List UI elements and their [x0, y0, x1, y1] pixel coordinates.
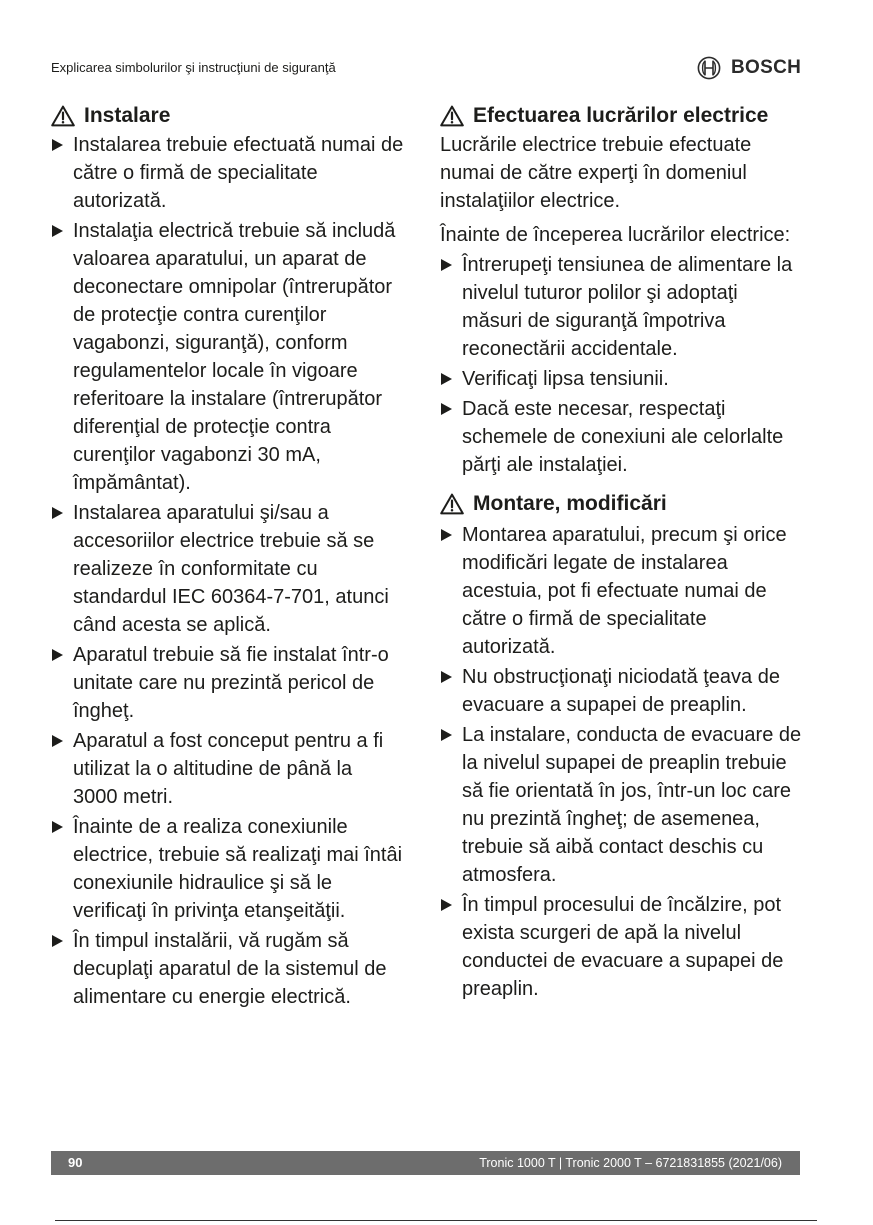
bullet-arrow-icon [52, 935, 63, 947]
list-item-text: Montarea aparatului, precum şi orice modificări legate de instalarea acestuia, pot fi efectuate numai de către o firmă de specialitate autorizată. [462, 524, 787, 658]
page-number: 90 [68, 1155, 83, 1170]
section-heading-montare [440, 489, 820, 519]
list-item [51, 131, 413, 215]
bullet-list [440, 251, 820, 479]
bullet-arrow-icon [52, 139, 63, 151]
left-column [51, 101, 413, 1011]
bullet-arrow-icon [441, 671, 452, 683]
section-heading-electrical [440, 101, 820, 131]
list-item-text: În timpul instalării, vă rugăm să decuplaţi aparatul de la sistemul de alimentare cu energie electrică. [73, 930, 387, 1008]
bullet-arrow-icon [441, 373, 452, 385]
list-item [440, 891, 820, 1003]
bullet-arrow-icon [52, 649, 63, 661]
list-item [440, 663, 820, 719]
list-item-text: Instalarea trebuie efectuată numai de către o firmă de specialitate autorizată. [73, 134, 404, 212]
list-item-text: Înainte de a realiza conexiunile electrice, trebuie să realizaţi mai întâi conexiunile hidraulice şi să le verificaţi în privinţa etanşeităţii. [73, 816, 403, 922]
bullet-arrow-icon [441, 259, 452, 271]
list-item-text: Instalaţia electrică trebuie să includă valoarea aparatului, un aparat de deconectare omnipolar (întrerupător de protecţie contra curenţilor vagabonzi, siguranţă), conform regulamentelor locale în vigoare referitoare la instalare (întrerupător diferenţial de protecţie contra curenţilor vagabonzi 30 mA, împământat). [73, 220, 396, 494]
list-item-text: Aparatul trebuie să fie instalat într-o unitate care nu prezintă pericol de îngheţ. [73, 644, 389, 722]
list-item-text: La instalare, conducta de evacuare de la nivelul supapei de preaplin trebuie să fie orientată în jos, într-un loc care nu prezintă îngheţ; de asemenea, trebuie să aibă contact deschis cu atmosfera. [462, 724, 802, 886]
list-item [51, 499, 413, 639]
heading-text: Instalare [84, 104, 171, 127]
bullet-arrow-icon [441, 529, 452, 541]
list-item-text: Instalarea aparatului şi/sau a accesoriilor electrice trebuie să se realizeze în conformitate cu standardul IEC 60364-7-701, atunci când acesta se aplică. [73, 502, 389, 636]
section-heading-instalare [51, 101, 413, 131]
bullet-arrow-icon [52, 821, 63, 833]
heading-text: Montare, modificări [473, 492, 667, 515]
list-item-text: Nu obstrucţionaţi niciodată ţeava de evacuare a supapei de preaplin. [462, 666, 780, 716]
list-item-text: Verificaţi lipsa tensiunii. [462, 368, 669, 390]
list-item-text: Întrerupeţi tensiunea de alimentare la nivelul tuturor polilor şi adoptaţi măsuri de siguranţă împotriva reconectării accidentale. [462, 254, 793, 360]
bullet-arrow-icon [52, 735, 63, 747]
list-item [51, 217, 413, 497]
bosch-armature-icon [697, 56, 721, 80]
list-item-text: Dacă este necesar, respectaţi schemele de conexiuni ale celorlalte părţi ale instalaţiei. [462, 398, 784, 476]
bottom-rule [55, 1220, 817, 1221]
list-item [440, 365, 820, 393]
list-item [440, 521, 820, 661]
list-item [51, 813, 413, 925]
list-item-text: În timpul procesului de încălzire, pot exista scurgeri de apă la nivelul conductei de evacuare a supapei de preaplin. [462, 894, 784, 1000]
footer-bar [51, 1151, 800, 1175]
bullet-arrow-icon [441, 729, 452, 741]
list-item [440, 251, 820, 363]
list-item [51, 641, 413, 725]
warning-icon [51, 105, 75, 127]
list-item [440, 721, 820, 889]
pre-list-paragraph: Înainte de începerea lucrărilor electrice: [440, 224, 791, 246]
list-item [51, 727, 413, 811]
bullet-arrow-icon [52, 507, 63, 519]
right-column [440, 101, 820, 1003]
section-title: Explicarea simbolurilor şi instrucţiuni de siguranţă [51, 60, 336, 75]
list-item [51, 927, 413, 1011]
bullet-arrow-icon [441, 899, 452, 911]
bullet-list [440, 521, 820, 1003]
bullet-list [51, 131, 413, 1011]
document-reference: Tronic 1000 T | Tronic 2000 T – 6721831855 (2021/06) [479, 1156, 782, 1170]
list-item [440, 395, 820, 479]
bosch-logo-text: BOSCH [731, 57, 802, 78]
intro-paragraph: Lucrările electrice trebuie efectuate numai de către experţi în domeniul instalaţiilor electrice. [440, 134, 752, 212]
bullet-arrow-icon [52, 225, 63, 237]
warning-icon [440, 493, 464, 515]
list-item-text: Aparatul a fost conceput pentru a fi utilizat la o altitudine de până la 3000 metri. [73, 730, 384, 808]
bullet-arrow-icon [441, 403, 452, 415]
warning-icon [440, 105, 464, 127]
heading-text: Efectuarea lucrărilor electrice [473, 104, 769, 127]
